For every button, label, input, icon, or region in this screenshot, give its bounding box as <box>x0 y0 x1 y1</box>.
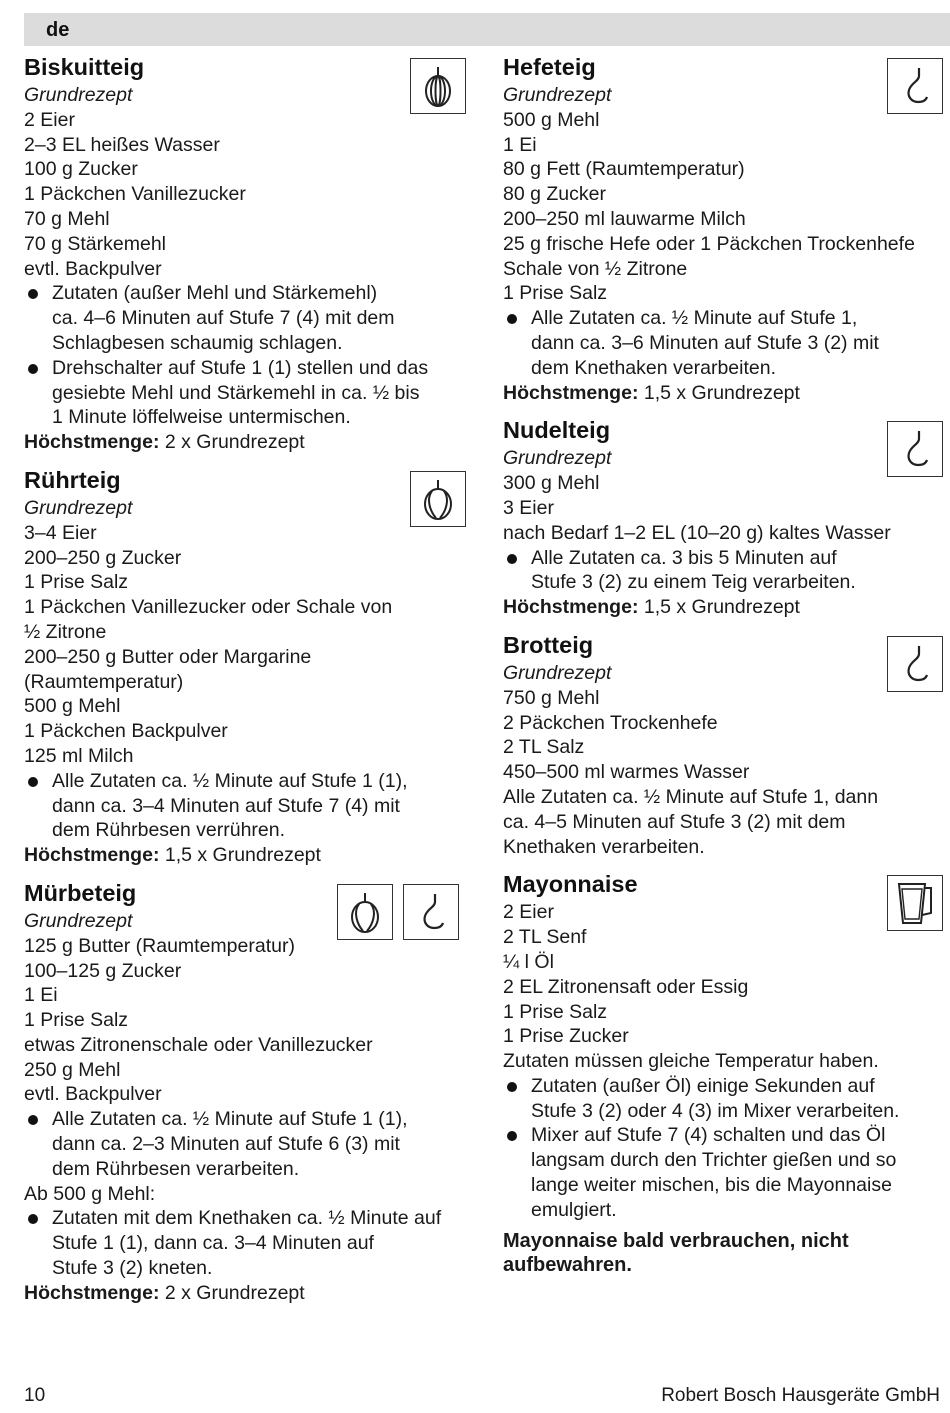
recipe-subtitle: Grundrezept <box>503 661 612 684</box>
step-line: Drehschalter auf Stufe 1 (1) stellen und das <box>52 356 429 379</box>
step-item <box>503 306 950 380</box>
ingredient-line: 300 g Mehl <box>503 472 600 495</box>
step-line: Alle Zutaten ca. ½ Minute auf Stufe 1 (1), <box>52 1108 408 1131</box>
step-line: lange weiter mischen, bis die Mayonnaise <box>531 1174 892 1197</box>
tool-icons <box>410 58 466 114</box>
ingredient-line: Alle Zutaten ca. ½ Minute auf Stufe 1, dann <box>503 785 879 808</box>
recipe-spacer <box>24 1306 474 1316</box>
step-list <box>503 1074 950 1223</box>
ingredient-line: 2 Eier <box>24 108 75 131</box>
step-line: Zutaten mit dem Knethaken ca. ½ Minute auf <box>52 1207 442 1230</box>
tool-icons <box>887 58 943 114</box>
step-line: dem Knethaken verarbeiten. <box>531 356 776 379</box>
recipe-spacer <box>503 1277 950 1287</box>
recipe-spacer <box>503 620 950 630</box>
ingredient-line: Zutaten müssen gleiche Temperatur haben. <box>503 1050 879 1073</box>
step-line: ca. 4–6 Minuten auf Stufe 7 (4) mit dem <box>52 307 395 330</box>
ingredient-line: 200–250 ml lauwarme Milch <box>503 207 746 230</box>
recipe-spacer <box>503 405 950 415</box>
recipe-subtitle: Grundrezept <box>24 909 133 932</box>
step-line: langsam durch den Trichter gießen und so <box>531 1149 897 1172</box>
recipe-block <box>503 415 950 620</box>
ingredient-line: 750 g Mehl <box>503 686 600 709</box>
recipe-block <box>24 52 474 455</box>
step-list <box>503 546 950 596</box>
max-quantity <box>24 1281 474 1306</box>
ingredient-line: 2 TL Senf <box>503 926 587 949</box>
ingredient-line: 3–4 Eier <box>24 521 97 544</box>
max-quantity-label: Höchstmenge: <box>503 596 639 619</box>
step-line: Stufe 3 (2) oder 4 (3) im Mixer verarbeiten. <box>531 1099 900 1122</box>
step-line: Zutaten (außer Mehl und Stärkemehl) <box>52 282 378 305</box>
recipe-title: Hefeteig <box>503 54 596 80</box>
ingredient-line: 2 Eier <box>503 901 554 924</box>
mixer-beater-icon <box>410 471 466 527</box>
max-quantity-value: 2 x Grundrezept <box>159 431 305 454</box>
step-list <box>24 769 474 843</box>
step-line: Mixer auf Stufe 7 (4) schalten und das Öl <box>531 1124 886 1147</box>
max-quantity <box>24 843 474 868</box>
ingredient-line: etwas Zitronenschale oder Vanillezucker <box>24 1033 373 1056</box>
ingredient-line: 2–3 EL heißes Wasser <box>24 133 220 156</box>
ingredient-line: Schale von ½ Zitrone <box>503 257 688 280</box>
step-line: dann ca. 3–6 Minuten auf Stufe 3 (2) mit <box>531 331 879 354</box>
max-quantity-value: 1,5 x Grundrezept <box>638 596 800 619</box>
ingredient-line: 1 Ei <box>503 133 537 156</box>
footer-brand: Robert Bosch Hausgeräte GmbH <box>661 1385 940 1406</box>
step-line: emulgiert. <box>531 1198 617 1221</box>
ingredient-line: 2 Päckchen Trockenhefe <box>503 711 718 734</box>
ingredient-line: 1 Ei <box>24 984 58 1007</box>
tool-icons <box>887 636 943 692</box>
language-header-bar <box>24 13 950 46</box>
recipe-subtitle: Grundrezept <box>24 496 133 519</box>
ingredient-line: 1 Prise Salz <box>503 282 608 305</box>
ingredient-line: ½ Zitrone <box>24 620 107 643</box>
ingredient-line: 500 g Mehl <box>24 695 121 718</box>
blender-jug-icon <box>887 875 943 931</box>
ingredient-line: 80 g Zucker <box>503 183 606 206</box>
step-line: Alle Zutaten ca. ½ Minute auf Stufe 1 (1), <box>52 769 408 792</box>
ingredient-line: Knethaken verarbeiten. <box>503 835 705 858</box>
tool-icons <box>410 471 466 527</box>
ingredient-line: 70 g Mehl <box>24 207 110 230</box>
ingredient-line: 1 Prise Salz <box>24 1009 129 1032</box>
warning-text <box>503 1229 950 1277</box>
step-line: 1 Minute löffelweise untermischen. <box>52 406 351 429</box>
ingredient-line: 250 g Mehl <box>24 1058 121 1081</box>
recipe-title: Mürbeteig <box>24 879 137 906</box>
ingredient-line: 2 EL Zitronensaft oder Essig <box>503 975 749 998</box>
ingredient-line: evtl. Backpulver <box>24 257 162 280</box>
recipe-subtitle: Grundrezept <box>24 84 133 106</box>
kneading-hook-icon <box>887 636 943 692</box>
tool-icons <box>887 421 943 477</box>
step-list <box>24 1206 474 1280</box>
recipe-title: Nudelteig <box>503 417 611 444</box>
step-line: dem Rührbesen verarbeiten. <box>52 1157 300 1180</box>
step-item <box>503 1074 950 1124</box>
step-list <box>503 306 950 380</box>
recipe-spacer <box>24 455 474 465</box>
ingredient-line: ca. 4–5 Minuten auf Stufe 3 (2) mit dem <box>503 810 846 833</box>
recipe-spacer <box>24 868 474 878</box>
kneading-hook-icon <box>403 884 459 940</box>
recipe-title: Biskuitteig <box>24 54 145 80</box>
step-line: Alle Zutaten ca. 3 bis 5 Minuten auf <box>531 546 837 569</box>
ingredient-line: 1 Prise Salz <box>503 1000 608 1023</box>
ingredient-line: 1 Prise Zucker <box>503 1025 629 1048</box>
max-quantity-value: 2 x Grundrezept <box>159 1281 305 1304</box>
step-item <box>24 356 474 430</box>
ingredient-line: 1 Päckchen Backpulver <box>24 720 228 743</box>
step-line: Stufe 1 (1), dann ca. 3–4 Minuten auf <box>52 1232 374 1255</box>
whisk-icon <box>410 58 466 114</box>
step-line: dann ca. 3–4 Minuten auf Stufe 7 (4) mit <box>52 794 400 817</box>
recipe-subtitle: Grundrezept <box>503 84 612 106</box>
max-quantity <box>24 430 474 455</box>
max-quantity-label: Höchstmenge: <box>24 844 160 867</box>
ingredient-line: 80 g Fett (Raumtemperatur) <box>503 158 745 181</box>
ingredient-line: 1 Prise Salz <box>24 571 129 594</box>
ingredient-line: 200–250 g Zucker <box>24 546 182 569</box>
step-line: Stufe 3 (2) kneten. <box>52 1257 213 1280</box>
step-line: Zutaten (außer Öl) einige Sekunden auf <box>531 1074 875 1097</box>
step-item <box>24 769 474 843</box>
mixer-beater-icon <box>337 884 393 940</box>
tool-icons <box>337 884 459 940</box>
step-line: Alle Zutaten ca. ½ Minute auf Stufe 1, <box>531 307 858 330</box>
right-column <box>503 52 950 1287</box>
recipe-block <box>24 465 474 868</box>
step-line: Schlagbesen schaumig schlagen. <box>52 331 343 354</box>
recipe-title: Rührteig <box>24 466 121 493</box>
max-quantity-value: 1,5 x Grundrezept <box>159 844 321 867</box>
ingredient-line: 70 g Stärkemehl <box>24 232 166 255</box>
recipe-block <box>503 869 950 1276</box>
warning-line: aufbewahren. <box>503 1253 632 1276</box>
max-quantity <box>503 381 950 406</box>
step-line: dem Rührbesen verrühren. <box>52 819 286 842</box>
recipe-note: Ab 500 g Mehl: <box>24 1182 156 1205</box>
kneading-hook-icon <box>887 421 943 477</box>
step-item <box>503 1123 950 1222</box>
step-item <box>24 281 474 355</box>
max-quantity-label: Höchstmenge: <box>24 431 160 454</box>
ingredient-line: 125 g Butter (Raumtemperatur) <box>24 934 295 957</box>
ingredient-line: 100 g Zucker <box>24 158 138 181</box>
ingredient-line: 200–250 g Butter oder Margarine <box>24 645 312 668</box>
step-item <box>24 1206 474 1280</box>
language-label: de <box>46 19 70 41</box>
ingredient-line: 3 Eier <box>503 496 554 519</box>
kneading-hook-icon <box>887 58 943 114</box>
step-list <box>24 1107 474 1181</box>
ingredient-line: 1 Päckchen Vanillezucker oder Schale von <box>24 596 393 619</box>
step-line: dann ca. 2–3 Minuten auf Stufe 6 (3) mit <box>52 1133 400 1156</box>
recipe-block <box>503 630 950 859</box>
recipe-subtitle: Grundrezept <box>503 447 612 470</box>
ingredient-line: 2 TL Salz <box>503 736 585 759</box>
recipe-spacer <box>503 859 950 869</box>
recipe-block <box>503 52 950 405</box>
ingredient-line: nach Bedarf 1–2 EL (10–20 g) kaltes Wasser <box>503 521 891 544</box>
warning-line: Mayonnaise bald verbrauchen, nicht <box>503 1229 849 1252</box>
ingredient-line: 450–500 ml warmes Wasser <box>503 761 750 784</box>
ingredient-line: 100–125 g Zucker <box>24 959 182 982</box>
ingredient-line: ¼ l Öl <box>503 950 554 973</box>
max-quantity <box>503 595 950 620</box>
recipe-block <box>24 878 474 1306</box>
step-line: gesiebte Mehl und Stärkemehl in ca. ½ bis <box>52 381 420 404</box>
step-line: Stufe 3 (2) zu einem Teig verarbeiten. <box>531 571 856 594</box>
left-column <box>24 52 474 1316</box>
ingredient-line: 125 ml Milch <box>24 744 134 767</box>
max-quantity-label: Höchstmenge: <box>24 1281 160 1304</box>
ingredient-line: (Raumtemperatur) <box>24 670 184 693</box>
max-quantity-label: Höchstmenge: <box>503 381 639 404</box>
page-number: 10 <box>24 1385 46 1406</box>
tool-icons <box>887 875 943 931</box>
step-list <box>24 281 474 430</box>
max-quantity-value: 1,5 x Grundrezept <box>638 381 800 404</box>
step-item <box>503 546 950 596</box>
ingredient-line: 500 g Mehl <box>503 108 600 131</box>
step-item <box>24 1107 474 1181</box>
recipe-title: Mayonnaise <box>503 871 638 898</box>
ingredient-line: evtl. Backpulver <box>24 1083 162 1106</box>
ingredient-line: 1 Päckchen Vanillezucker <box>24 183 246 206</box>
ingredient-line: 25 g frische Hefe oder 1 Päckchen Trockenhefe <box>503 232 915 255</box>
recipe-title: Brotteig <box>503 631 594 658</box>
